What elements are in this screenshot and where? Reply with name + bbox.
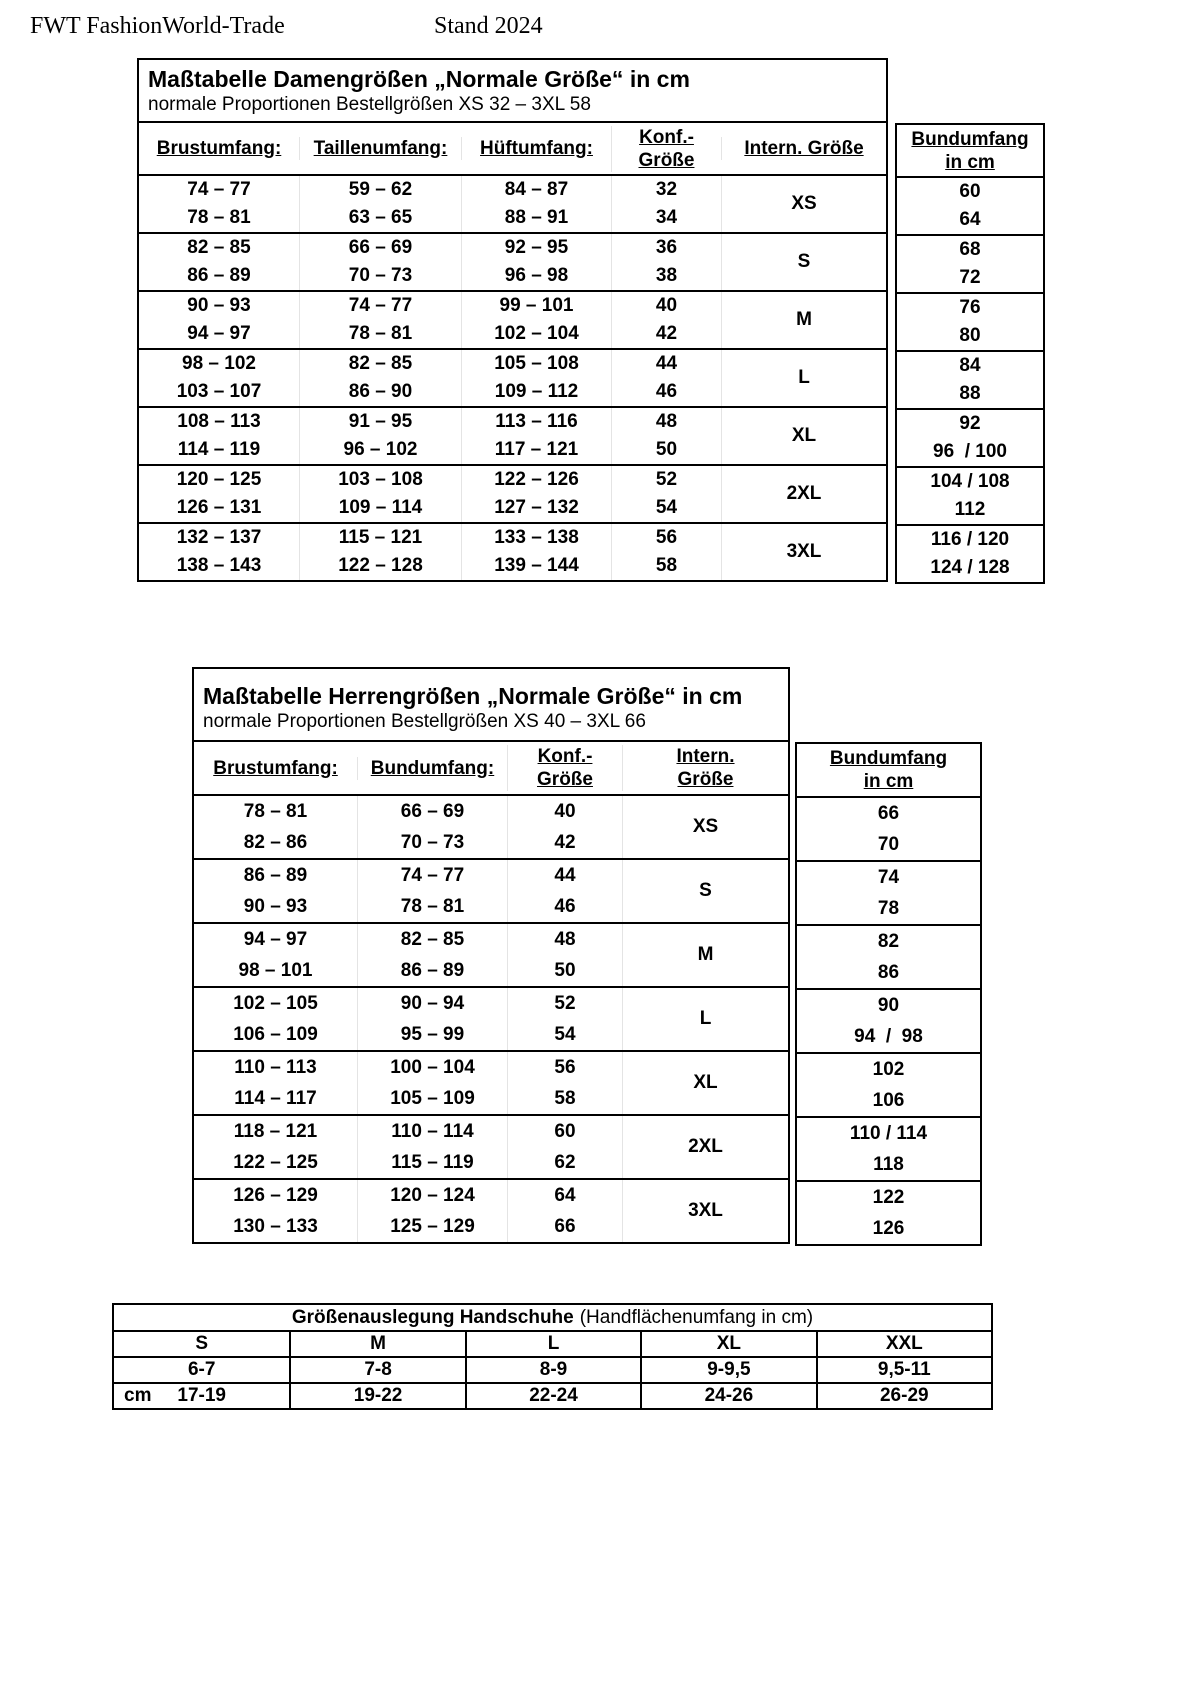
glove-cm-range: 26-29 <box>816 1384 991 1408</box>
waistband-range: 70 – 73 <box>357 827 507 858</box>
konf-size: 40 <box>611 292 721 320</box>
glove-cm-row <box>114 1382 991 1408</box>
waistband-range: 100 – 104 <box>357 1052 507 1083</box>
hip-range: 92 – 95 <box>461 234 611 262</box>
intern-size: 2XL <box>721 466 886 522</box>
intern-size: 3XL <box>622 1180 788 1242</box>
konf-size: 50 <box>507 955 622 986</box>
bund-value: 96 / 100 <box>933 441 1007 462</box>
column-header-bundumfang <box>897 125 1043 178</box>
glove-size-label: XXL <box>816 1332 991 1356</box>
intern-size: M <box>622 924 788 986</box>
column-header-konf-line1: Konf.- <box>639 126 694 148</box>
hip-range: 133 – 138 <box>461 524 611 552</box>
hip-range: 122 – 126 <box>461 466 611 494</box>
konf-size: 44 <box>611 350 721 378</box>
column-header-konf-line1: Konf.- <box>537 746 593 767</box>
konf-size: 54 <box>611 494 721 522</box>
bund-group <box>897 292 1043 350</box>
intern-size: M <box>721 292 886 348</box>
bust-range: 114 – 117 <box>234 1087 317 1109</box>
intern-size: XS <box>622 796 788 858</box>
bust-range: 108 – 113 <box>177 411 261 432</box>
column-header-intern-line1: Intern. <box>676 746 735 767</box>
company-name: FWT FashionWorld-Trade <box>30 13 285 39</box>
bund-group <box>897 350 1043 408</box>
waist-range: 91 – 95 <box>299 408 461 436</box>
glove-title-bold: Größenauslegung Handschuhe <box>291 1306 574 1328</box>
waistband-range: 78 – 81 <box>357 891 507 922</box>
column-header-bund: Bundumfang: <box>357 757 507 780</box>
intern-size: XS <box>721 176 886 232</box>
waist-range: 63 – 65 <box>299 204 461 232</box>
bust-range: 118 – 121 <box>233 1120 318 1142</box>
column-header-konf-line2: Größe <box>638 149 695 171</box>
document-version: Stand 2024 <box>434 13 543 39</box>
bust-range: 94 – 97 <box>243 928 308 950</box>
glove-size-label: M <box>289 1332 464 1356</box>
size-group-s <box>194 858 788 922</box>
bund-value: 88 <box>959 383 981 404</box>
size-group-l <box>194 986 788 1050</box>
bund-value: 90 <box>877 994 900 1016</box>
waistband-range: 90 – 94 <box>357 988 507 1019</box>
bund-value: 78 <box>877 897 900 919</box>
column-header-bundumfang-line1: Bundumfang <box>829 748 948 769</box>
konf-size: 62 <box>507 1147 622 1178</box>
women-table-title: Maßtabelle Damengrößen „Normale Größe“ in cm <box>148 66 690 92</box>
column-header-waist: Taillenumfang: <box>299 137 461 160</box>
column-header-konf <box>611 126 721 172</box>
bund-group <box>797 860 980 924</box>
glove-cm-range: 24-26 <box>640 1384 815 1408</box>
konf-size: 50 <box>611 436 721 464</box>
konf-size: 60 <box>507 1116 622 1147</box>
women-waistband-column <box>895 123 1045 584</box>
glove-hand-size: 6-7 <box>187 1359 216 1380</box>
column-header-bundumfang-line2: in cm <box>863 771 914 792</box>
size-group-xs <box>139 176 886 232</box>
hip-range: 117 – 121 <box>461 436 611 464</box>
bund-value: 110 / 114 <box>849 1122 928 1144</box>
column-header-bundumfang-line2: in cm <box>945 151 995 173</box>
size-group-2xl <box>194 1114 788 1178</box>
hip-range: 99 – 101 <box>461 292 611 320</box>
waist-range: 115 – 121 <box>299 524 461 552</box>
column-header-intern <box>622 745 788 791</box>
bund-value: 112 <box>954 499 986 520</box>
women-header-row <box>139 123 886 176</box>
bust-range: 132 – 137 <box>176 527 262 548</box>
column-header-intern: Intern. Größe <box>721 137 886 160</box>
konf-size: 42 <box>507 827 622 858</box>
men-table-title-box <box>192 667 790 742</box>
konf-size: 52 <box>507 988 622 1019</box>
glove-hand-size: 9,5-11 <box>816 1358 991 1382</box>
bund-value: 104 / 108 <box>930 471 1010 492</box>
waistband-range: 110 – 114 <box>357 1116 507 1147</box>
bust-range: 130 – 133 <box>233 1215 318 1237</box>
size-group-l <box>139 348 886 406</box>
glove-cm-value: 17-19 <box>177 1385 226 1406</box>
glove-hand-size-row <box>114 1356 991 1382</box>
column-header-bundumfang <box>797 744 980 798</box>
konf-size: 36 <box>611 234 721 262</box>
bust-range: 122 – 125 <box>233 1151 318 1173</box>
size-group-3xl <box>194 1178 788 1242</box>
bund-group <box>797 924 980 988</box>
waist-range: 70 – 73 <box>299 262 461 290</box>
konf-size: 56 <box>611 524 721 552</box>
intern-size: 2XL <box>622 1116 788 1178</box>
bund-value: 106 <box>872 1089 905 1111</box>
men-table-title: Maßtabelle Herrengrößen „Normale Größe“ in cm <box>203 683 743 709</box>
size-group-3xl <box>139 522 886 580</box>
konf-size: 42 <box>611 320 721 348</box>
waist-range: 109 – 114 <box>299 494 461 522</box>
hip-range: 109 – 112 <box>461 378 611 406</box>
size-group-xl <box>139 406 886 464</box>
bund-value: 60 <box>959 181 981 202</box>
glove-hand-size: 7-8 <box>289 1358 464 1382</box>
glove-hand-size: 8-9 <box>465 1358 640 1382</box>
bund-value: 102 <box>872 1058 905 1080</box>
waist-range: 59 – 62 <box>299 176 461 204</box>
size-group-xl <box>194 1050 788 1114</box>
intern-size: 3XL <box>721 524 886 580</box>
column-header-konf <box>507 745 622 791</box>
glove-cm-range: 19-22 <box>289 1384 464 1408</box>
intern-size: L <box>721 350 886 406</box>
konf-size: 56 <box>507 1052 622 1083</box>
konf-size: 58 <box>611 552 721 580</box>
hip-range: 139 – 144 <box>461 552 611 580</box>
size-group-m <box>139 290 886 348</box>
women-table-subtitle: normale Proportionen Bestellgrößen XS 32 – 3XL 58 <box>148 94 591 115</box>
men-waistband-column <box>795 742 982 1246</box>
bust-range: 126 – 131 <box>176 497 262 518</box>
bund-value: 82 <box>877 930 900 952</box>
glove-size-label: L <box>465 1332 640 1356</box>
column-header-bundumfang-line1: Bundumfang <box>911 128 1029 150</box>
waistband-range: 66 – 69 <box>357 796 507 827</box>
waist-range: 96 – 102 <box>299 436 461 464</box>
waistband-range: 82 – 85 <box>357 924 507 955</box>
bund-group <box>797 1180 980 1244</box>
waist-range: 86 – 90 <box>299 378 461 406</box>
konf-size: 52 <box>611 466 721 494</box>
glove-title-note: (Handflächenumfang in cm) <box>579 1306 814 1328</box>
bund-group <box>897 524 1043 582</box>
konf-size: 38 <box>611 262 721 290</box>
konf-size: 66 <box>507 1211 622 1242</box>
glove-size-header-row <box>114 1332 991 1356</box>
bund-group <box>897 408 1043 466</box>
glove-size-table <box>112 1303 993 1410</box>
waist-range: 82 – 85 <box>299 350 461 378</box>
konf-size: 54 <box>507 1019 622 1050</box>
bund-value: 64 <box>959 209 981 230</box>
cm-unit-label: cm <box>124 1385 152 1406</box>
bund-value: 74 <box>877 866 900 888</box>
column-header-konf-line2: Größe <box>537 769 593 790</box>
bust-range: 102 – 105 <box>233 992 318 1014</box>
glove-size-label: S <box>195 1333 209 1354</box>
bust-range: 78 – 81 <box>187 207 251 228</box>
column-header-bust: Brustumfang: <box>213 757 338 779</box>
men-header-row <box>194 742 788 796</box>
intern-size: S <box>721 234 886 290</box>
waistband-range: 125 – 129 <box>357 1211 507 1242</box>
bund-value: 94 / 98 <box>854 1025 923 1047</box>
glove-cm-range: 22-24 <box>465 1384 640 1408</box>
konf-size: 40 <box>507 796 622 827</box>
bust-range: 90 – 93 <box>243 895 308 917</box>
column-header-bust: Brustumfang: <box>156 138 282 159</box>
men-size-table <box>192 742 790 1244</box>
size-group-2xl <box>139 464 886 522</box>
women-size-table <box>137 123 888 582</box>
bund-value: 118 <box>873 1153 904 1175</box>
bust-range: 114 – 119 <box>177 439 261 460</box>
bund-group <box>897 234 1043 292</box>
bund-group <box>897 178 1043 234</box>
bust-range: 138 – 143 <box>176 555 262 576</box>
hip-range: 84 – 87 <box>461 176 611 204</box>
size-group-s <box>139 232 886 290</box>
waist-range: 66 – 69 <box>299 234 461 262</box>
konf-size: 46 <box>611 378 721 406</box>
waistband-range: 74 – 77 <box>357 860 507 891</box>
glove-table-title <box>114 1305 991 1332</box>
bund-value: 70 <box>877 833 900 855</box>
intern-size: L <box>622 988 788 1050</box>
bund-group <box>797 1052 980 1116</box>
bust-range: 103 – 107 <box>176 381 262 402</box>
waistband-range: 86 – 89 <box>357 955 507 986</box>
hip-range: 113 – 116 <box>461 408 611 436</box>
glove-size-label: XL <box>640 1332 815 1356</box>
size-group-m <box>194 922 788 986</box>
glove-hand-size: 9-9,5 <box>640 1358 815 1382</box>
waist-range: 78 – 81 <box>299 320 461 348</box>
bust-range: 74 – 77 <box>187 179 251 200</box>
konf-size: 58 <box>507 1083 622 1114</box>
bund-value: 92 <box>959 413 981 434</box>
bund-group <box>897 466 1043 524</box>
bund-value: 122 <box>872 1186 905 1208</box>
bust-range: 110 – 113 <box>234 1056 317 1078</box>
bust-range: 82 – 85 <box>187 237 251 258</box>
bund-value: 124 / 128 <box>930 557 1010 578</box>
bust-range: 94 – 97 <box>187 323 251 344</box>
size-group-xs <box>194 796 788 858</box>
waist-range: 103 – 108 <box>299 466 461 494</box>
bund-value: 66 <box>877 802 900 824</box>
waistband-range: 120 – 124 <box>357 1180 507 1211</box>
bust-range: 78 – 81 <box>243 800 308 822</box>
bust-range: 98 – 101 <box>238 959 313 981</box>
hip-range: 105 – 108 <box>461 350 611 378</box>
bust-range: 120 – 125 <box>176 469 262 490</box>
konf-size: 44 <box>507 860 622 891</box>
waist-range: 122 – 128 <box>299 552 461 580</box>
bund-value: 72 <box>959 267 981 288</box>
hip-range: 102 – 104 <box>461 320 611 348</box>
bund-value: 84 <box>959 355 981 376</box>
waistband-range: 95 – 99 <box>357 1019 507 1050</box>
konf-size: 48 <box>611 408 721 436</box>
bund-group <box>797 988 980 1052</box>
bust-range: 82 – 86 <box>243 831 308 853</box>
konf-size: 64 <box>507 1180 622 1211</box>
waist-range: 74 – 77 <box>299 292 461 320</box>
bund-group <box>797 798 980 860</box>
bund-value: 80 <box>959 325 981 346</box>
bust-range: 98 – 102 <box>182 353 256 374</box>
intern-size: XL <box>622 1052 788 1114</box>
waistband-range: 105 – 109 <box>357 1083 507 1114</box>
bund-group <box>797 1116 980 1180</box>
bund-value: 116 / 120 <box>930 529 1010 550</box>
women-table-title-box <box>137 58 888 123</box>
column-header-intern-line2: Größe <box>677 769 734 790</box>
hip-range: 96 – 98 <box>461 262 611 290</box>
konf-size: 48 <box>507 924 622 955</box>
bust-range: 90 – 93 <box>187 295 251 316</box>
bund-value: 126 <box>872 1217 905 1239</box>
intern-size: XL <box>721 408 886 464</box>
hip-range: 88 – 91 <box>461 204 611 232</box>
men-table-subtitle: normale Proportionen Bestellgrößen XS 40 – 3XL 66 <box>203 711 646 732</box>
bund-value: 86 <box>877 961 900 983</box>
glove-cm-range <box>114 1384 289 1408</box>
bust-range: 106 – 109 <box>233 1023 318 1045</box>
bust-range: 86 – 89 <box>187 265 251 286</box>
bust-range: 86 – 89 <box>243 864 308 886</box>
bust-range: 126 – 129 <box>233 1184 318 1206</box>
konf-size: 34 <box>611 204 721 232</box>
intern-size: S <box>622 860 788 922</box>
bund-value: 76 <box>959 297 981 318</box>
waistband-range: 115 – 119 <box>357 1147 507 1178</box>
konf-size: 46 <box>507 891 622 922</box>
konf-size: 32 <box>611 176 721 204</box>
column-header-hip: Hüftumfang: <box>461 137 611 160</box>
bund-value: 68 <box>959 239 981 260</box>
hip-range: 127 – 132 <box>461 494 611 522</box>
